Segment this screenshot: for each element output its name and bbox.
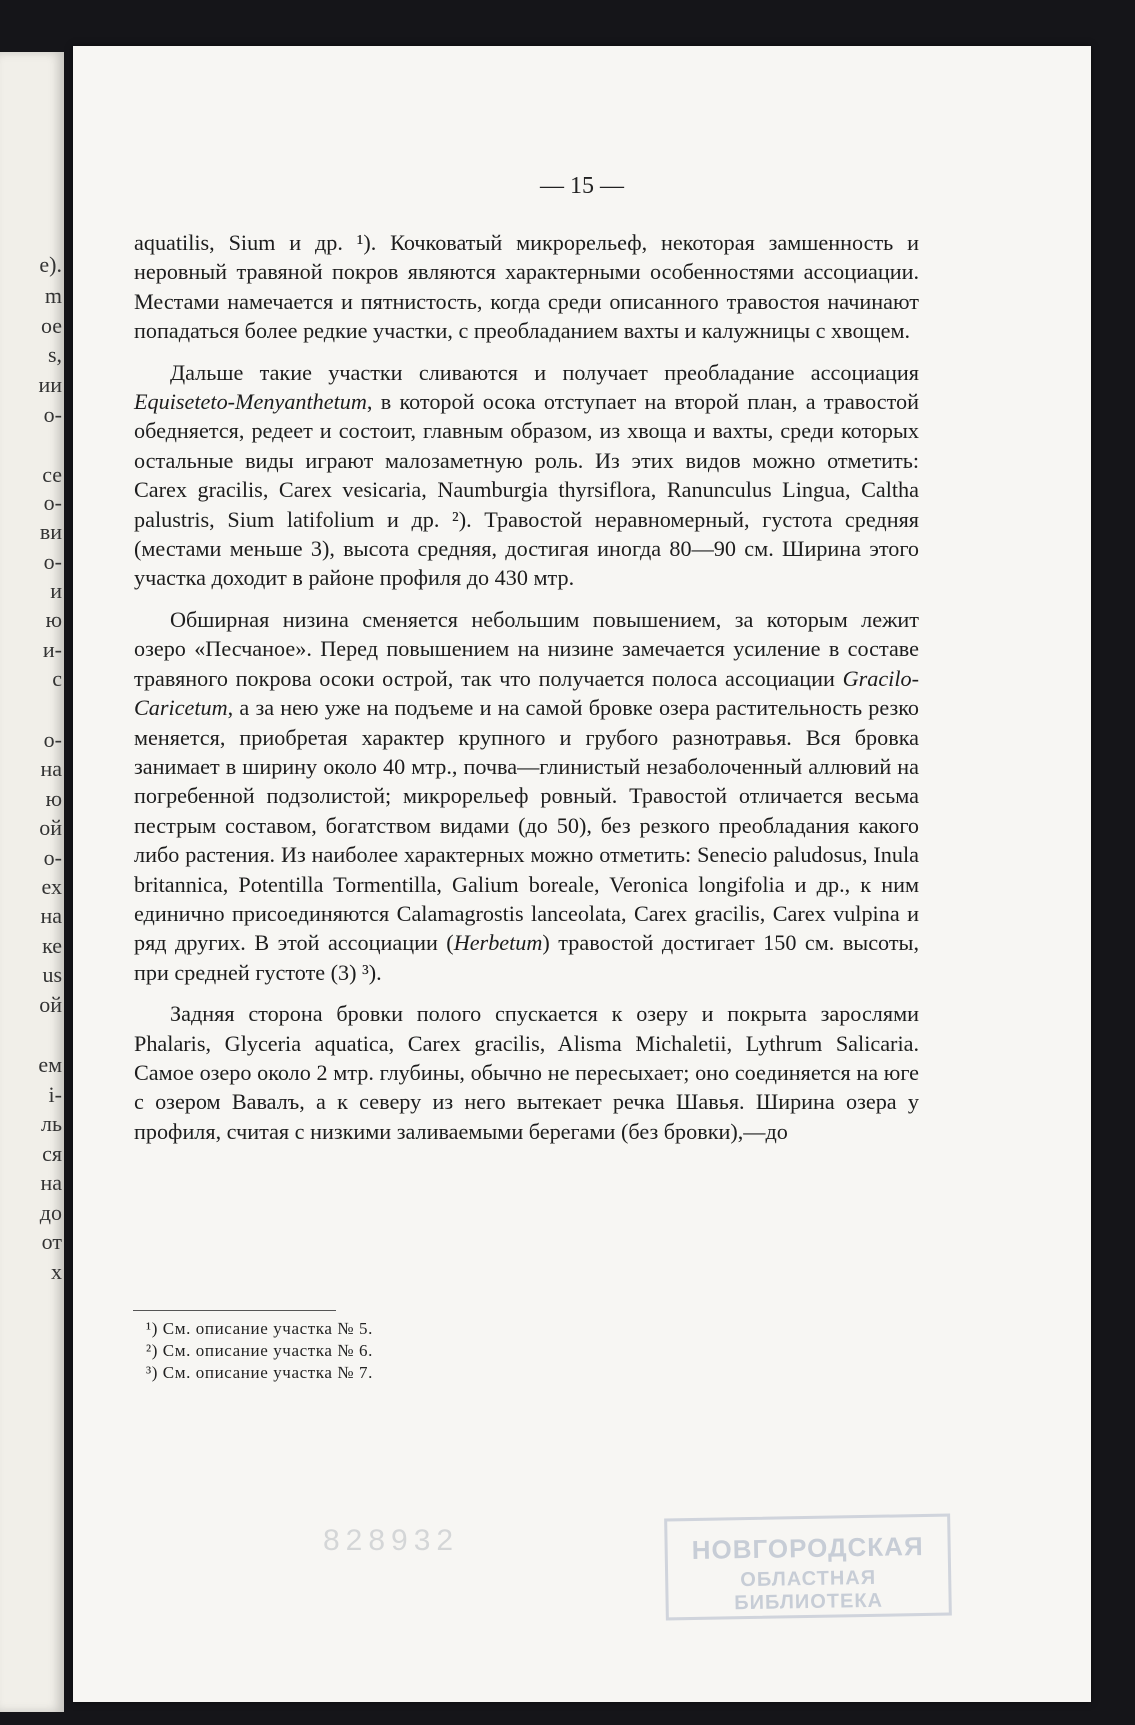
- previous-page-fragment: m: [44, 283, 62, 308]
- previous-page-fragment: на: [40, 756, 62, 781]
- body-text: [134, 228, 919, 1146]
- text-run: Обширная низина сменяется небольшим повышением, за которым лежит озеро «Песчаное». Перед повышением на низине замечается усиление в составе травяного покрова осоки острой, так что получается полоса ассоциации: [134, 606, 919, 691]
- inventory-number: 828932: [323, 1524, 460, 1557]
- previous-page-fragment: до: [39, 1200, 62, 1225]
- page-number: — 15 —: [540, 173, 624, 199]
- previous-page-fragment: ой: [39, 992, 62, 1017]
- paragraph: [134, 999, 919, 1146]
- footnotes: [146, 1318, 566, 1384]
- previous-page-fragment: ви: [39, 519, 62, 544]
- previous-page-fragment: и: [50, 578, 62, 603]
- previous-page-fragment: х: [51, 1259, 62, 1284]
- previous-page-fragment: i-: [48, 1082, 62, 1107]
- previous-page-fragment: на: [40, 1170, 62, 1195]
- previous-page-fragment: s,: [47, 342, 62, 367]
- text-run: Дальше такие участки сливаются и получает преобладание ассоциация: [170, 359, 919, 385]
- previous-page-fragment: о-: [43, 549, 62, 574]
- library-stamp: [664, 1514, 952, 1621]
- previous-page-fragment: ех: [41, 874, 62, 899]
- previous-page-fragment: о-: [43, 402, 62, 427]
- footnote-3: ³) См. описание участка № 7.: [146, 1363, 373, 1382]
- previous-page-fragment: ль: [40, 1111, 62, 1136]
- text-run: Задняя сторона бровки полого спускается к озеру и покрыта зарослями Phalaris, Glyceria aquatica, Carex gracilis, Alisma Michaletii, Lythrum Salicaria. Самое озеро около 2 мтр. глубины, обычно не пересыхает; оно соединяется на юге с озером Вавалъ, а к северу из него вытекает речка Шавья. Ширина озера у профиля, считая с низкими заливаемыми берегами (без бровки),—до: [134, 1001, 919, 1144]
- previous-page-edge: [0, 52, 64, 1712]
- previous-page-fragment: ся: [42, 1141, 62, 1166]
- latin-term: Herbetum: [453, 930, 543, 956]
- text-run: , а за нею уже на подъеме и на самой бровке озера растительность резко меняется, приобретая характер крупного и грубого разнотравья. Вся бровка занимает в ширину около 40 мтр., почва—глинистый незаболоченный аллювий на погребенной подзолистой; микрорельеф ровный. Травостой отличается весьма пестрым составом, богатством видами (до 50), без резкого преобладания какого либо растения. Из наиболее характерных можно отметить: Senecio paludosus, Inula britannica, Potentilla Tormentilla, Galium boreale, Veronica longifolia и др., к ним единично присоединяются Calamagrostis lanceolata, Carex gracilis, Carex vulpina и ряд других. В этой ассоциации (: [134, 695, 919, 956]
- previous-page-fragment: о-: [43, 490, 62, 515]
- previous-page-fragment: ке: [42, 933, 62, 958]
- previous-page-fragment: ое: [40, 313, 62, 338]
- text-run: , в которой осока отступает на второй план, а травостой обедняется, редеет и состоит, главным образом, из хвоща и вахты, среди которых остальные виды играют малозаметную роль. Из этих видов можно отметить: Carex gracilis, Carex vesicaria, Naumburgia thyrsiflora, Ranunculus Lingua, Caltha palustris, Sium latifolium и др. ²). Травостой неравномерный, густота средняя (местами меньше 3), высота средняя, достигая иногда 80—90 см. Ширина этого участка доходит в районе профиля до 430 мтр.: [134, 389, 919, 591]
- previous-page-fragment: се: [42, 462, 62, 487]
- previous-page-fragment: от: [41, 1229, 62, 1254]
- previous-page-fragment: ю: [45, 607, 62, 632]
- previous-page-fragment: ем: [38, 1052, 62, 1077]
- previous-page-fragment: ю: [45, 786, 62, 811]
- previous-page-fragment: e).: [39, 252, 62, 277]
- paragraph: [134, 605, 919, 987]
- stamp-line-2: ОБЛАСТНАЯ БИБЛИОТЕКА: [734, 1566, 884, 1615]
- previous-page-fragment: ии: [38, 372, 62, 397]
- footnote-divider: [133, 1310, 336, 1311]
- latin-term: Gracilo-Caricetum: [134, 665, 919, 721]
- previous-page-fragment: на: [40, 903, 62, 928]
- previous-page-fragment: о-: [43, 727, 62, 752]
- stamp-line-1: НОВГОРОДСКАЯ: [691, 1530, 924, 1566]
- previous-page-fragment: ой: [39, 815, 62, 840]
- latin-term: Equiseteto-Menyanthetum: [134, 389, 367, 415]
- footnote-2: ²) См. описание участка № 6.: [146, 1341, 373, 1360]
- footnote-1: ¹) См. описание участка № 5.: [146, 1319, 373, 1338]
- previous-page-fragment: с: [52, 666, 62, 691]
- previous-page-fragment: и-: [42, 637, 62, 662]
- paragraph: [134, 358, 919, 593]
- previous-page-fragment: us: [42, 962, 62, 987]
- previous-page-fragment: о-: [43, 845, 62, 870]
- paragraph: [134, 228, 919, 346]
- document-page: [73, 46, 1091, 1702]
- text-run: aquatilis, Sium и др. ¹). Кочковатый микрорельеф, некоторая замшенность и неровный травяной покров являются характерными особенностями ассоциации. Местами намечается и пятнистость, когда среди описанного травостоя начинают попадаться более редкие участки, с преобладанием вахты и калужницы с хвощем.: [134, 230, 919, 344]
- text-run: ) травостой достигает 150 см. высоты, при средней густоте (3) ³).: [134, 930, 920, 985]
